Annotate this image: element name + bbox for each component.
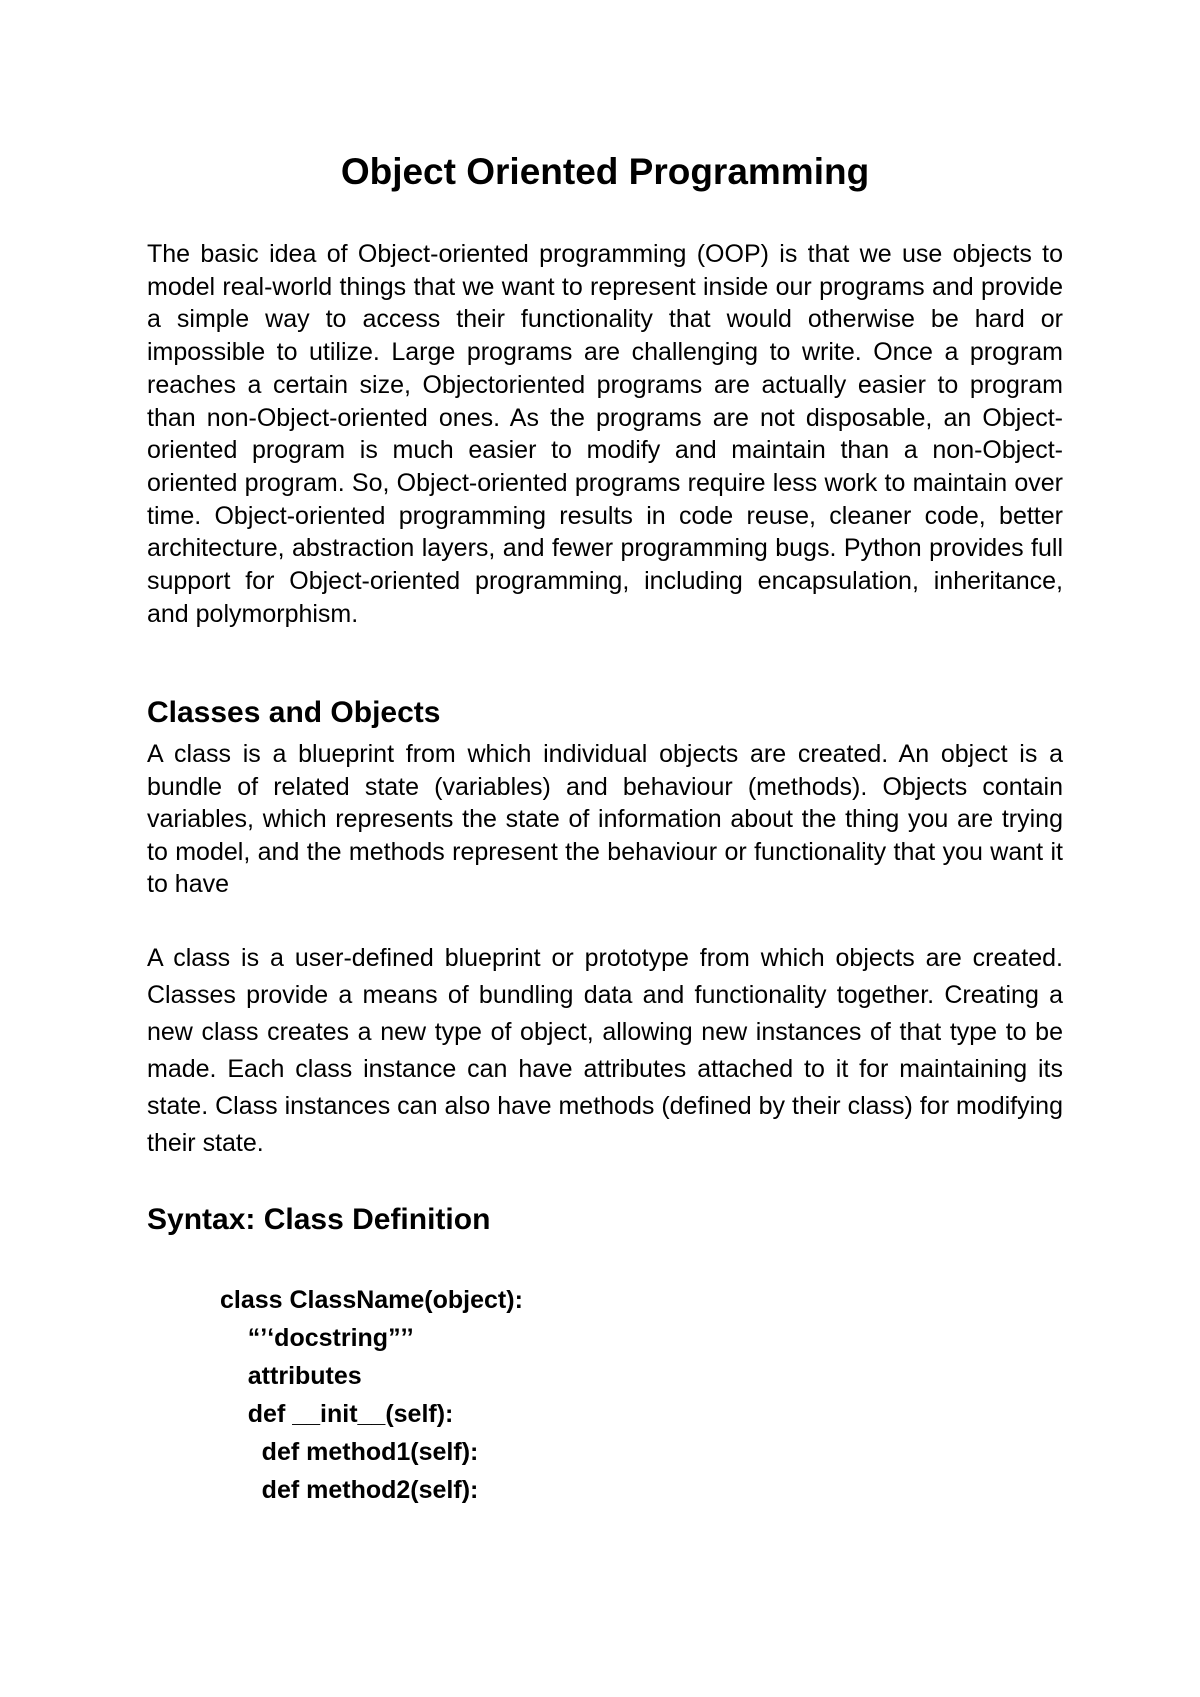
code-line: def method1(self):	[220, 1438, 479, 1466]
intro-paragraph: The basic idea of Object-oriented programming (OOP) is that we use objects to model real-world things that we want to represent inside our programs and provide a simple way to access their functionality that would otherwise be hard or impossible to utilize. Large programs are challenging to write. Once a program reaches a certain size, Objectoriented programs are actually easier to program than non-Object-oriented ones. As the programs are not disposable, an Object-oriented program is much easier to modify and maintain than a non-Object-oriented program. So, Object-oriented programs require less work to maintain over time. Object-oriented programming results in code reuse, cleaner code, better architecture, abstraction layers, and fewer programming bugs. Python provides full support for Object-oriented programming, including encapsulation, inheritance, and polymorphism.	[147, 240, 1063, 628]
code-line: def __init__(self):	[220, 1400, 454, 1428]
code-line: “’‘docstring”’’	[220, 1324, 414, 1352]
code-line: attributes	[220, 1362, 362, 1390]
classes-heading: Classes and Objects	[147, 696, 441, 729]
code-line: def method2(self):	[220, 1476, 479, 1504]
classes-paragraph-2: A class is a user-defined blueprint or prototype from which objects are created. Classes provide a means of bundling data and functionality together. Creating a new class creates a new type of object, allowing new instances of that type to be made. Each class instance can have attributes attached to it for maintaining its state. Class instances can also have methods (defined by their class) for modifying their state.	[147, 944, 1063, 1157]
document-title: Object Oriented Programming	[340, 151, 870, 192]
code-block	[220, 1281, 523, 1509]
syntax-heading: Syntax: Class Definition	[147, 1203, 491, 1236]
code-line: class ClassName(object):	[220, 1286, 523, 1314]
classes-paragraph-1: A class is a blueprint from which individual objects are created. An object is a bundle of related state (variables) and behaviour (methods). Objects contain variables, which represents the state of information about the thing you are trying to model, and the methods represent the behaviour or functionality that you want it to have	[147, 740, 1063, 898]
